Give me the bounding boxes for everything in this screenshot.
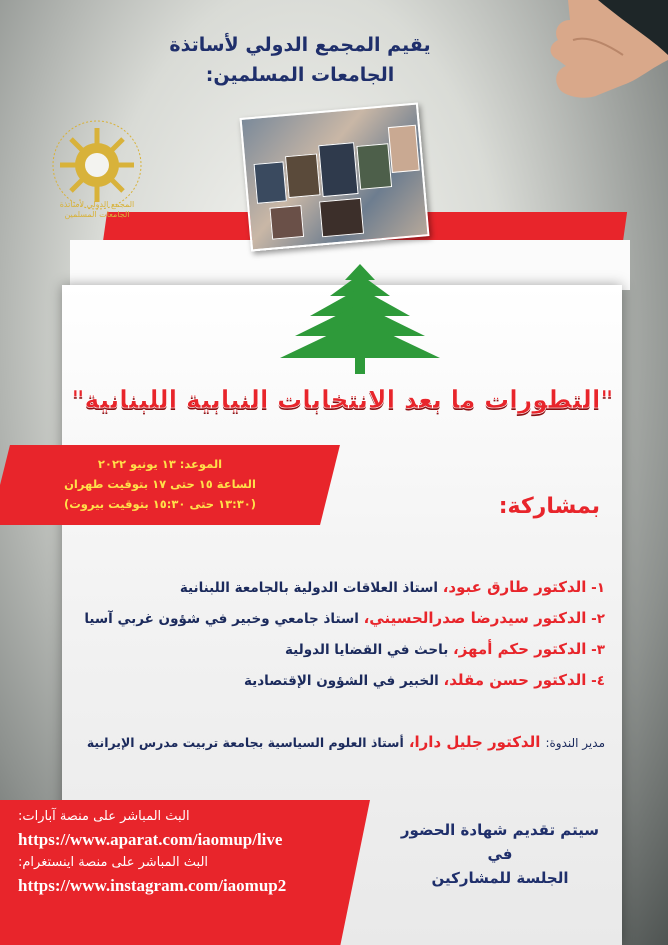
participant-name: الدكتور طارق عبود،: [442, 578, 587, 596]
participant-item: [100, 572, 605, 603]
participant-item: [84, 603, 605, 634]
live-stream-info: [18, 807, 358, 899]
aparat-label: البث المباشر على منصة آبارات:: [18, 809, 190, 824]
participant-role: الخبير في الشؤون الإقتصادية: [243, 673, 439, 689]
participant-item: [100, 665, 605, 696]
event-title: "التطورات ما بعد الانتخابات النيابية اللبنانية": [71, 385, 614, 414]
participant-number: ١-: [591, 580, 605, 596]
event-time-tehran: الساعة ١٥ حتى ١٧ بتوقيت طهران: [64, 477, 256, 491]
logo-caption: [40, 200, 154, 220]
participant-role: استاذ جامعي وخبير في شؤون غربي آسيا: [84, 611, 359, 627]
participant-name: الدكتور حسن مقلد،: [443, 671, 587, 689]
organizer-header: [150, 30, 450, 90]
certificate-line-1: سيتم تقديم شهادة الحضور في: [400, 821, 600, 863]
moderator-line: [86, 732, 605, 751]
instagram-label: البث المباشر على منصة اينستغرام:: [18, 855, 209, 870]
participant-role: استاذ العلاقات الدولية بالجامعة اللبنانية: [179, 580, 438, 596]
moderator-name: الدكتور جليل دارا،: [408, 733, 541, 751]
moderator-role: أستاذ العلوم السياسية بجامعة تربيت مدرس الإيرانية: [86, 735, 404, 750]
instagram-link[interactable]: https://www.instagram.com/iaomup2: [18, 876, 287, 895]
participants-list: [84, 572, 605, 696]
certificate-line-2: الجلسة للمشاركين: [431, 869, 569, 887]
participant-number: ٣-: [591, 642, 605, 658]
ballot-card-image: [240, 102, 430, 251]
participant-name: الدكتور حكم أمهز،: [453, 640, 587, 658]
logo-caption-line-2: الجامعات المسلمين: [64, 210, 130, 219]
hand-illustration: [448, 0, 668, 170]
header-line-1: يقيم المجمع الدولي لأساتذة: [169, 34, 431, 56]
participant-number: ٤-: [591, 673, 605, 689]
event-time-beirut: (١٣:٣٠ حتى ١٥:٣٠ بتوقيت بيروت): [63, 497, 257, 511]
participant-name: الدكتور سيدرضا صدرالحسيني،: [363, 609, 587, 627]
header-line-2: الجامعات المسلمين:: [205, 64, 395, 86]
certificate-note: [390, 818, 610, 890]
schedule: [10, 454, 310, 514]
event-date: الموعد: ١٣ يونيو ٢٠٢٢: [97, 457, 223, 471]
aparat-link[interactable]: https://www.aparat.com/iaomup/live: [18, 830, 283, 849]
cedar-tree-icon: [275, 262, 445, 377]
logo-caption-line-1: المجمع الدولي لأساتذة: [59, 200, 135, 209]
participant-number: ٢-: [591, 611, 605, 627]
participant-role: باحث في القضايا الدولية: [284, 642, 449, 658]
participants-heading: بمشاركة:: [498, 494, 600, 519]
participant-item: [100, 634, 605, 665]
moderator-label: مدير الندوة:: [545, 736, 605, 750]
